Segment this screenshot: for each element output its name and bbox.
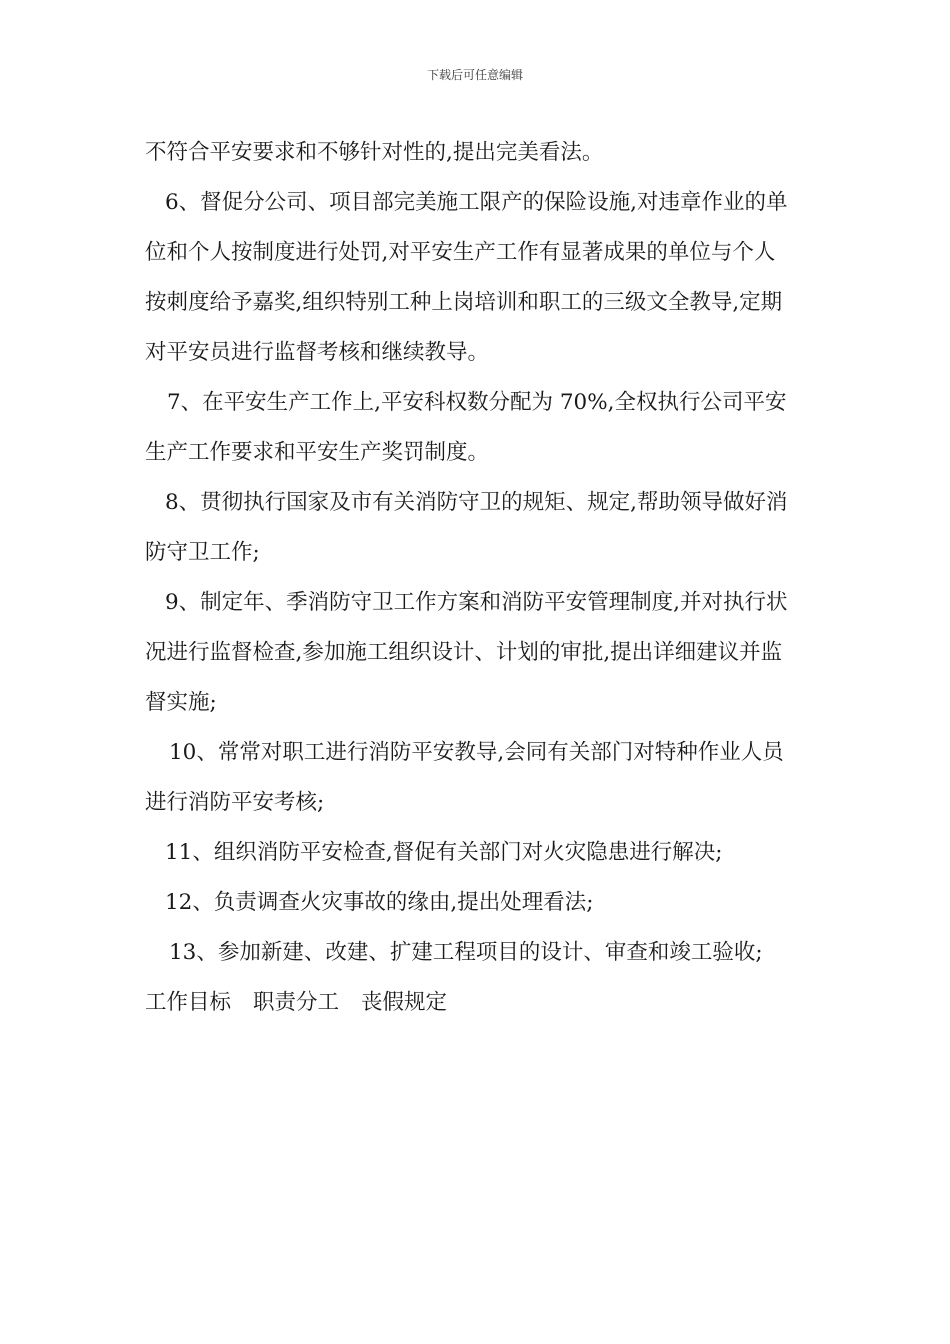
link-work-goals[interactable]: 工作目标 (145, 990, 232, 1015)
text-line: 按刺度给予嘉奖,组织特别工种上岗培训和职工的三级文全教导,定期 (145, 290, 783, 315)
text-line: 对平安员进行监督考核和继续教导。 (145, 340, 490, 365)
related-links (145, 978, 815, 1028)
text-line: 10、常常对职工进行消防平安教导,会同有关部门对特种作业人员 (169, 740, 784, 765)
text-line: 不符合平安要求和不够针对性的,提出完美看法。 (145, 140, 604, 165)
text-line: 位和个人按制度进行处罚,对平安生产工作有显著成果的单位与个人 (145, 240, 776, 265)
link-funeral-leave-rules[interactable]: 丧假规定 (361, 990, 448, 1015)
text-line: 8、贯彻执行国家及市有关消防守卫的规矩、规定,帮助领导做好消 (165, 490, 788, 515)
text-line: 9、制定年、季消防守卫工作方案和消防平安管理制度,并对执行状 (165, 590, 788, 615)
text-line: 况进行监督检查,参加施工组织设计、计划的审批,提出详细建议并监 (145, 640, 783, 665)
text-line: 11、组织消防平安检查,督促有关部门对火灾隐患进行解决; (165, 840, 723, 865)
text-line: 13、参加新建、改建、扩建工程项目的设计、审查和竣工验收; (169, 940, 763, 965)
text-line: 生产工作要求和平安生产奖罚制度。 (145, 440, 490, 465)
document-body (145, 128, 815, 1028)
page-header-note: 下载后可任意编辑 (426, 68, 523, 82)
text-line: 7、在平安生产工作上,平安科权数分配为 70%,全权执行公司平安 (167, 390, 787, 415)
text-line: 督实施; (145, 690, 217, 715)
link-duty-division[interactable]: 职责分工 (253, 990, 340, 1015)
text-line: 6、督促分公司、项目部完美施工限产的保险设施,对违章作业的单 (165, 190, 788, 215)
text-line: 防守卫工作; (145, 540, 260, 565)
text-line: 进行消防平安考核; (145, 790, 325, 815)
text-line: 12、负责调查火灾事故的缘由,提出处理看法; (165, 890, 594, 915)
